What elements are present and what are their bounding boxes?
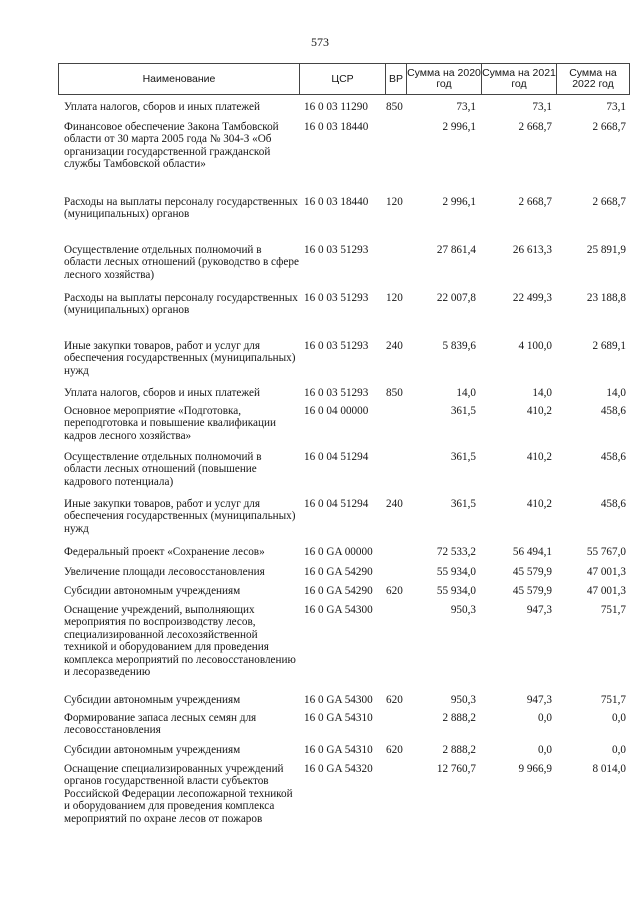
header-name: Наименование <box>142 72 216 85</box>
row-sum-2022: 0,0 <box>612 712 626 724</box>
row-vr: 620 <box>386 694 403 706</box>
row-sum-2022: 751,7 <box>600 694 626 706</box>
row-sum-2020: 950,3 <box>450 694 476 706</box>
row-name: Формирование запаса лесных семян для лесовосстановления <box>64 712 257 737</box>
row-sum-2021: 410,2 <box>526 451 552 463</box>
row-sum-2020: 55 934,0 <box>436 585 476 597</box>
row-sum-2022: 73,1 <box>606 101 626 113</box>
row-sum-2020: 361,5 <box>450 405 476 417</box>
row-sum-2020: 12 760,7 <box>436 763 476 775</box>
row-csr: 16 0 GA 54310 <box>304 712 373 724</box>
row-sum-2022: 2 689,1 <box>592 340 626 352</box>
header-sum-2020: Сумма на 2020 год <box>406 64 481 94</box>
row-sum-2022: 8 014,0 <box>592 763 626 775</box>
row-csr: 16 0 GA 00000 <box>304 546 373 558</box>
row-sum-2021: 45 579,9 <box>512 585 552 597</box>
row-vr: 240 <box>386 340 403 352</box>
row-sum-2020: 22 007,8 <box>436 292 476 304</box>
row-name: Субсидии автономным учреждениям <box>64 694 241 706</box>
row-sum-2020: 72 533,2 <box>436 546 476 558</box>
row-sum-2020: 2 996,1 <box>442 196 476 208</box>
row-vr: 120 <box>386 196 403 208</box>
row-sum-2021: 22 499,3 <box>512 292 552 304</box>
row-name: Осуществление отдельных полномочий в области лесных отношений (повышение кадрового потенциала) <box>64 451 262 488</box>
row-name: Финансовое обеспечение Закона Тамбовской области от 30 марта 2005 года № 304-З «Об организации государственной гражданской службы Тамбовской области» <box>64 121 279 171</box>
row-name: Субсидии автономным учреждениям <box>64 585 241 597</box>
row-sum-2020: 55 934,0 <box>436 566 476 578</box>
row-csr: 16 0 03 51293 <box>304 387 369 399</box>
row-sum-2020: 361,5 <box>450 451 476 463</box>
row-sum-2022: 458,6 <box>600 405 626 417</box>
row-sum-2020: 14,0 <box>456 387 476 399</box>
header-vr: ВР <box>385 64 406 94</box>
row-name: Субсидии автономным учреждениям <box>64 744 241 756</box>
row-csr: 16 0 04 00000 <box>304 405 369 417</box>
row-csr: 16 0 GA 54290 <box>304 585 373 597</box>
row-vr: 620 <box>386 744 403 756</box>
row-name: Расходы на выплаты персоналу государственных (муниципальных) органов <box>64 292 298 317</box>
row-csr: 16 0 03 11290 <box>304 101 368 113</box>
row-sum-2022: 47 001,3 <box>586 585 626 597</box>
row-sum-2021: 410,2 <box>526 405 552 417</box>
row-vr: 240 <box>386 498 403 510</box>
row-csr: 16 0 04 51294 <box>304 498 369 510</box>
row-sum-2020: 5 839,6 <box>442 340 476 352</box>
row-sum-2021: 14,0 <box>532 387 552 399</box>
row-sum-2020: 27 861,4 <box>436 244 476 256</box>
row-csr: 16 0 GA 54310 <box>304 744 373 756</box>
header-sum-2022: Сумма на 2022 год <box>556 64 629 94</box>
row-sum-2021: 56 494,1 <box>512 546 552 558</box>
row-sum-2020: 2 996,1 <box>442 121 476 133</box>
row-sum-2022: 2 668,7 <box>592 196 626 208</box>
row-sum-2022: 751,7 <box>600 604 626 616</box>
row-sum-2021: 0,0 <box>538 712 552 724</box>
row-vr: 120 <box>386 292 403 304</box>
row-sum-2021: 2 668,7 <box>518 196 552 208</box>
row-sum-2022: 0,0 <box>612 744 626 756</box>
row-csr: 16 0 03 18440 <box>304 121 369 133</box>
row-sum-2020: 73,1 <box>456 101 476 113</box>
row-vr: 620 <box>386 585 403 597</box>
row-sum-2020: 2 888,2 <box>442 712 476 724</box>
row-name: Иные закупки товаров, работ и услуг для обеспечения государственных (муниципальных) нужд <box>64 340 296 377</box>
row-sum-2022: 25 891,9 <box>586 244 626 256</box>
table-header <box>58 63 630 95</box>
row-csr: 16 0 GA 54300 <box>304 694 373 706</box>
row-sum-2022: 23 188,8 <box>586 292 626 304</box>
row-sum-2021: 9 966,9 <box>518 763 552 775</box>
row-name: Уплата налогов, сборов и иных платежей <box>64 387 260 399</box>
row-name: Оснащение учреждений, выполняющих мероприятия по воспроизводству лесов, специализированной лесохозяйственной техникой и оборудованием для проведения комплекса мероприятий по лесовосстановлению и лесоразведению <box>64 604 296 679</box>
row-sum-2021: 26 613,3 <box>512 244 552 256</box>
header-sum-2021: Сумма на 2021 год <box>481 64 556 94</box>
row-csr: 16 0 GA 54320 <box>304 763 373 775</box>
row-sum-2020: 2 888,2 <box>442 744 476 756</box>
row-name: Основное мероприятие «Подготовка, переподготовка и повышение квалификации кадров лесного хозяйства» <box>64 405 276 442</box>
row-name: Оснащение специализированных учреждений органов государственной власти субъектов Российской Федерации лесопожарной техникой и оборудованием для проведения комплекса мероприятий по охране лесов от пожаров <box>64 763 293 825</box>
row-sum-2022: 458,6 <box>600 451 626 463</box>
row-csr: 16 0 03 51293 <box>304 340 369 352</box>
row-sum-2021: 45 579,9 <box>512 566 552 578</box>
row-sum-2022: 55 767,0 <box>586 546 626 558</box>
row-sum-2021: 410,2 <box>526 498 552 510</box>
row-sum-2022: 458,6 <box>600 498 626 510</box>
row-csr: 16 0 04 51294 <box>304 451 369 463</box>
row-csr: 16 0 03 18440 <box>304 196 369 208</box>
row-csr: 16 0 GA 54300 <box>304 604 373 616</box>
page-number: 573 <box>311 35 329 49</box>
row-csr: 16 0 GA 54290 <box>304 566 373 578</box>
row-name: Осуществление отдельных полномочий в области лесных отношений (руководство в сфере лесного хозяйства) <box>64 244 299 281</box>
row-vr: 850 <box>386 387 403 399</box>
row-name: Иные закупки товаров, работ и услуг для обеспечения государственных (муниципальных) нужд <box>64 498 296 535</box>
row-sum-2021: 2 668,7 <box>518 121 552 133</box>
row-vr: 850 <box>386 101 403 113</box>
row-sum-2021: 947,3 <box>526 604 552 616</box>
row-sum-2022: 47 001,3 <box>586 566 626 578</box>
row-sum-2022: 2 668,7 <box>592 121 626 133</box>
row-sum-2022: 14,0 <box>606 387 626 399</box>
row-sum-2020: 950,3 <box>450 604 476 616</box>
row-sum-2021: 73,1 <box>532 101 552 113</box>
row-name: Увеличение площади лесовосстановления <box>64 566 265 578</box>
row-name: Федеральный проект «Сохранение лесов» <box>64 546 265 558</box>
header-csr: ЦСР <box>299 64 385 94</box>
row-csr: 16 0 03 51293 <box>304 292 369 304</box>
row-name: Расходы на выплаты персоналу государственных (муниципальных) органов <box>64 196 298 221</box>
row-sum-2021: 4 100,0 <box>518 340 552 352</box>
row-name: Уплата налогов, сборов и иных платежей <box>64 101 260 113</box>
row-sum-2020: 361,5 <box>450 498 476 510</box>
row-sum-2021: 947,3 <box>526 694 552 706</box>
row-csr: 16 0 03 51293 <box>304 244 369 256</box>
row-sum-2021: 0,0 <box>538 744 552 756</box>
